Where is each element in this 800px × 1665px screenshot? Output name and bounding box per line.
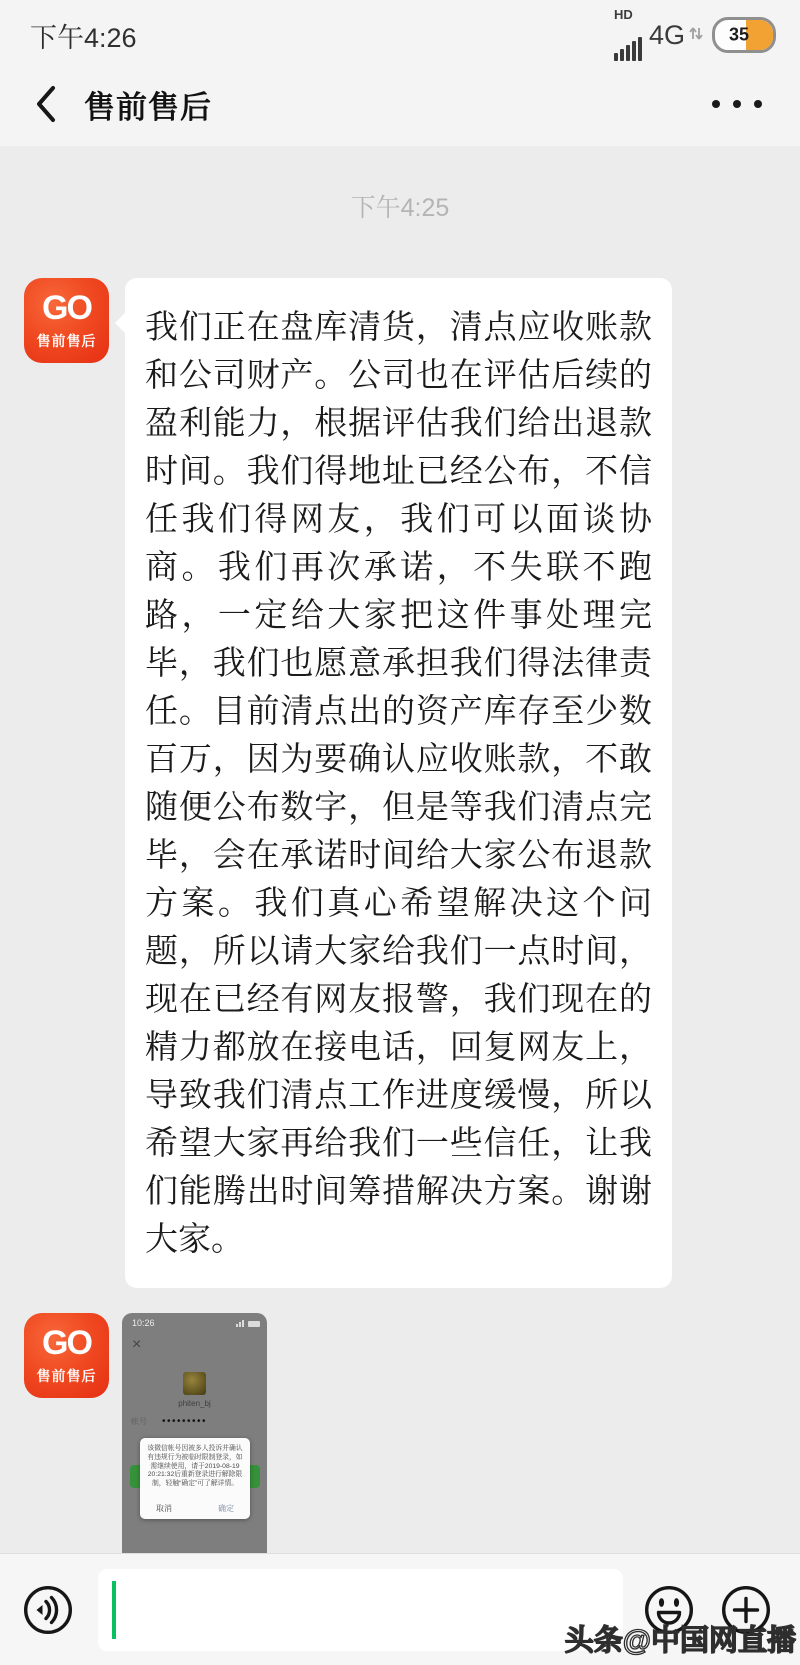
thumb-account-label: 帐号: [131, 1417, 147, 1426]
avatar-label: 售前售后: [36, 332, 97, 349]
hd-volte-icon: HD: [613, 7, 633, 22]
battery-icon: [712, 17, 776, 53]
message-row-text: [0, 278, 800, 1288]
more-options-button[interactable]: [712, 100, 770, 108]
message-row-image: [0, 1313, 800, 1553]
status-indicators: [614, 9, 776, 61]
thumb-account-avatar: [183, 1372, 206, 1395]
contact-avatar[interactable]: [24, 1313, 109, 1398]
thumb-signal-icon: [235, 1320, 244, 1327]
contact-avatar[interactable]: [24, 278, 109, 363]
thumb-clock: 10:26: [132, 1318, 155, 1328]
chat-title: 售前售后: [84, 89, 212, 125]
network-type-label: 4G: [648, 19, 685, 50]
thumb-password-dots: •••••••••: [162, 1415, 208, 1427]
broadcast-watermark: 头条@中国网直播: [564, 1625, 796, 1657]
thumb-close-icon: ×: [132, 1336, 142, 1353]
thumb-cancel-button: 取消: [156, 1504, 172, 1513]
chevron-left-icon: [30, 82, 60, 126]
data-updown-arrows-icon: [688, 21, 704, 48]
thumb-dialog-text: 该微信帐号因被多人投诉并确认有违规行为被临时限制登录，如需继续使用，请于2019-08-19 20:21:32后重新登录进行解除限制，轻触“确定”可了解详情。: [147, 1445, 243, 1488]
thumb-status-bar: [132, 1319, 260, 1328]
message-bubble: 我们正在盘库清货，清点应收账款和公司财产。公司也在评估后续的盈利能力，根据评估我们给出退款时间。我们得地址已经公布，不信任我们得网友，我们可以面谈协商。我们再次承诺，不失联不跑路，一定给大家把这件事处理完毕，我们也愿意承担我们得法律责任。目前清点出的资产库存至少数百万，因为要确认应收账款，不敢随便公布数字，但是等我们清点完毕，会在承诺时间给大家公布退款方案。我们真心希望解决这个问题，所以请大家给我们一点时间，现在已经有网友报警，我们现在的精力都放在接电话，回复网友上，导致我们清点工作进度缓慢，所以希望大家再给我们一些信任，让我们能腾出时间筹措解决方案。谢谢大家。: [125, 278, 672, 1288]
thumb-dialog-buttons: [140, 1503, 250, 1514]
avatar-go-logo: GO: [42, 288, 91, 327]
thumb-account-row: [131, 1416, 259, 1427]
voice-input-button[interactable]: [22, 1584, 74, 1641]
message-list[interactable]: [0, 146, 800, 1553]
back-button[interactable]: [30, 82, 60, 126]
voice-icon: [22, 1584, 74, 1636]
thumb-confirm-button: 确定: [218, 1504, 234, 1513]
status-bar: [0, 0, 800, 62]
message-text-input[interactable]: [98, 1569, 623, 1651]
signal-strength-icon: [614, 37, 644, 61]
avatar-label: 售前售后: [36, 1367, 97, 1384]
avatar-go-logo: GO: [42, 1323, 91, 1362]
nav-bar: [0, 62, 800, 146]
thumb-restriction-dialog: [140, 1438, 250, 1519]
battery-percent: 35: [728, 24, 750, 45]
image-message-thumbnail[interactable]: [122, 1313, 267, 1553]
thumb-battery-icon: [248, 1321, 260, 1327]
clock: 下午4:26: [30, 22, 137, 53]
time-divider: 下午4:25: [350, 194, 450, 222]
text-cursor: [112, 1581, 116, 1639]
signal-cell: [614, 9, 644, 61]
thumb-status-icons: [235, 1320, 260, 1327]
thumb-account-name: phiten_bj: [178, 1399, 211, 1408]
